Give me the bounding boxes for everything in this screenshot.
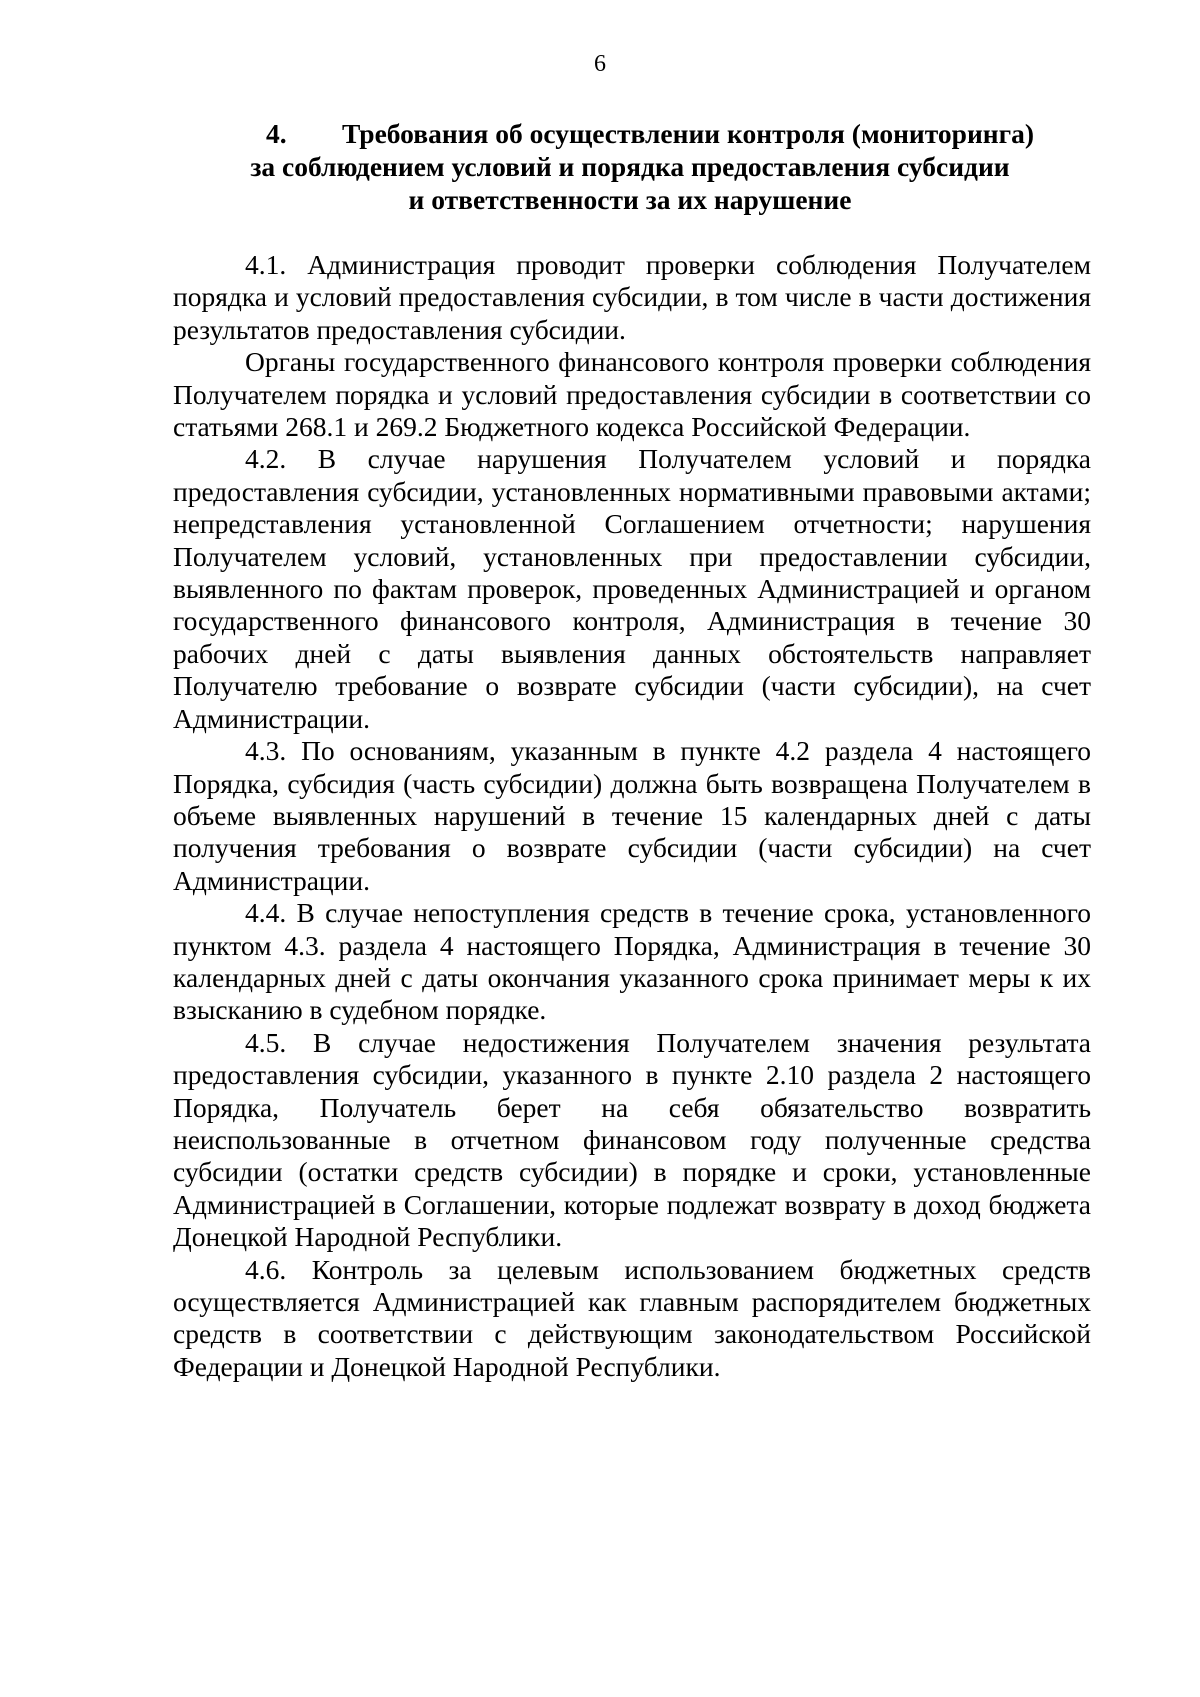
paragraph-text: В случае непоступления средств в течение срока, установленного пунктом 4.3. раздела 4 настоящего Порядка, Администрация в течение 30 календарных дней с даты окончания указанного срока принимает меры к их взысканию в судебном порядке.: [173, 897, 1092, 1026]
paragraph-text: Органы государственного финансового контроля проверки соблюдения Получателем порядка и условий предоставления субсидии в соответствии со статьями 268.1 и 269.2 Бюджетного кодекса Российской Федерации.: [173, 346, 1091, 443]
paragraph-4-1: [173, 249, 1091, 346]
paragraph-4-6: [173, 1254, 1091, 1384]
paragraph-number: 4.3.: [245, 735, 287, 767]
paragraph-4-1-continued: [173, 346, 1091, 443]
paragraph-number: 4.4.: [245, 897, 287, 929]
paragraph-number: 4.2.: [245, 443, 287, 475]
paragraph-number: 4.1.: [245, 249, 287, 280]
heading-number: 4.: [266, 118, 287, 149]
paragraph-text: По основаниям, указанным в пункте 4.2 раздела 4 настоящего Порядка, субсидия (часть субсидии) должна быть возвращена Получателем в объеме выявленных нарушений в течение 15 календарных дней с даты получения требования о возврате субсидии (части субсидии) на счет Администрации.: [173, 735, 1091, 896]
heading-line-2: за соблюдением условий и порядка предоставления субсидии: [250, 151, 1010, 182]
paragraph-number: 4.5.: [245, 1026, 287, 1058]
paragraph-4-5: [173, 1027, 1091, 1254]
document-body: [173, 249, 1091, 1383]
paragraph-text: В случае недостижения Получателем значения результата предоставления субсидии, указанного в пункте 2.10 раздела 2 настоящего Порядка, Получатель берет на себя обязательство возвратить неиспользованные в отчетном финансовом году полученные средства субсидии (остатки средств субсидии) в порядке и сроки, установленные Администрацией в Соглашении, которые подлежат возврату в доход бюджета Донецкой Народной Республики.: [173, 1026, 1091, 1253]
heading-line-3: и ответственности за их нарушение: [408, 184, 852, 215]
heading-line-1: [170, 117, 1090, 150]
paragraph-text: Контроль за целевым использованием бюджетных средств осуществляется Администрацией как главным распорядителем бюджетных средств в соответствии с действующим законодательством Российской Федерации и Донецкой Народной Республики.: [173, 1253, 1092, 1382]
paragraph-number: 4.6.: [245, 1253, 287, 1285]
paragraph-4-4: [173, 897, 1091, 1027]
page-number: 6: [594, 51, 606, 77]
heading-line-1-text: Требования об осуществлении контроля (мониторинга): [342, 118, 1035, 149]
paragraph-text: Администрация проводит проверки соблюдения Получателем порядка и условий предоставления субсидии, в том числе в части достижения результатов предоставления субсидии.: [173, 249, 1091, 345]
paragraph-4-2: [173, 443, 1091, 735]
paragraph-text: В случае нарушения Получателем условий и порядка предоставления субсидии, установленных нормативными правовыми актами; непредставления установленной Соглашением отчетности; нарушения Получателем условий, установленных при предоставлении субсидии, выявленного по фактам проверок, проведенных Администрацией и органом государственного финансового контроля, Администрация в течение 30 рабочих дней с даты выявления данных обстоятельств направляет Получателю требование о возврате субсидии (части субсидии), на счет Администрации.: [173, 443, 1091, 734]
paragraph-4-3: [173, 735, 1091, 897]
section-heading: [170, 117, 1090, 216]
